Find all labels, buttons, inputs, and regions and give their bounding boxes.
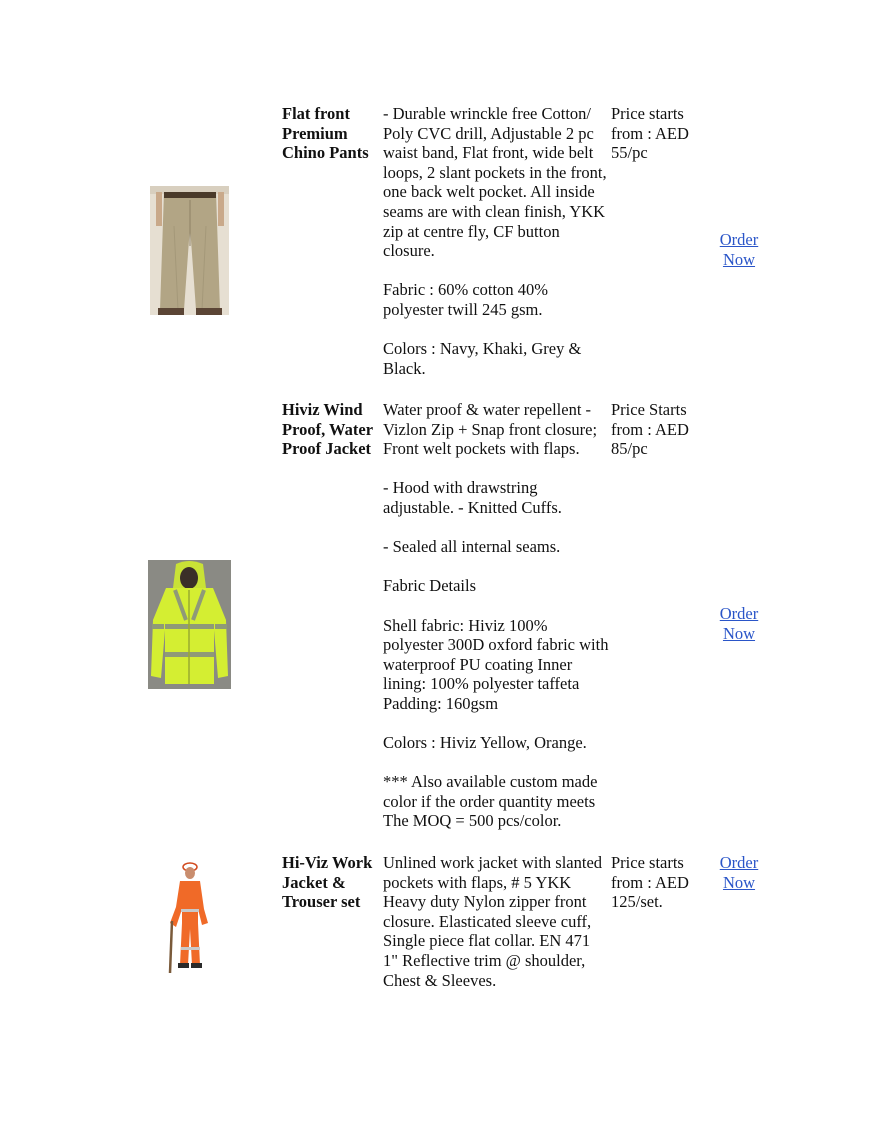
description-paragraph: Fabric Details	[383, 576, 477, 596]
chino-pants-image	[150, 186, 229, 315]
description-paragraph: *** Also available custom made color if the order quantity meets The MOQ = 500 pcs/color.	[383, 772, 598, 831]
product-row-hiviz-jacket	[0, 400, 870, 840]
description-paragraph: Colors : Navy, Khaki, Grey & Black.	[383, 339, 582, 378]
product-description	[383, 400, 609, 831]
order-now-link[interactable]: Order Now	[719, 230, 759, 269]
description-paragraph: Shell fabric: Hiviz 100% polyester 300D oxford fabric with waterproof PU coating Inner lining: 100% polyester taffeta Padding: 160gsm	[383, 615, 609, 713]
product-row-work-set	[0, 853, 870, 993]
description-paragraph: - Sealed all internal seams.	[383, 537, 561, 557]
description-paragraph: - Hood with drawstring adjustable. - Knitted Cuffs.	[383, 478, 562, 517]
product-description	[383, 853, 609, 990]
product-row-chino	[0, 104, 870, 384]
order-now-link[interactable]: Order Now	[719, 853, 759, 892]
product-name: Hiviz Wind Proof, Water Proof Jacket	[282, 400, 373, 459]
product-name: Flat front Premium Chino Pants	[282, 104, 369, 163]
product-price: Price Starts from : AED 85/pc	[611, 400, 689, 459]
description-paragraph: Unlined work jacket with slanted pockets with flaps, # 5 YKK Heavy duty Nylon zipper front closure. Elasticated sleeve cuff, Single piece flat collar. EN 471 1" Reflective trim @ shoulder, Chest & Sleeves.	[383, 853, 603, 990]
order-now-link[interactable]: Order Now	[719, 604, 759, 643]
product-name: Hi-Viz Work Jacket & Trouser set	[282, 853, 373, 912]
hiviz-jacket-image	[148, 560, 231, 689]
description-paragraph: Fabric : 60% cotton 40% polyester twill 245 gsm.	[383, 280, 548, 319]
description-paragraph: - Durable wrinckle free Cotton/ Poly CVC drill, Adjustable 2 pc waist band, Flat front, wide belt loops, 2 slant pockets in the front, one back welt pocket. All inside seams are with clean finish, YKK zip at centre fly, CF button closure.	[383, 104, 607, 261]
product-price: Price starts from : AED 125/set.	[611, 853, 689, 912]
product-price: Price starts from : AED 55/pc	[611, 104, 689, 163]
product-description	[383, 104, 609, 378]
description-paragraph: Colors : Hiviz Yellow, Orange.	[383, 733, 587, 753]
description-paragraph: Water proof & water repellent - Vizlon Zip + Snap front closure; Front welt pockets with flaps.	[383, 400, 598, 459]
orange-coverall-image	[164, 861, 214, 976]
